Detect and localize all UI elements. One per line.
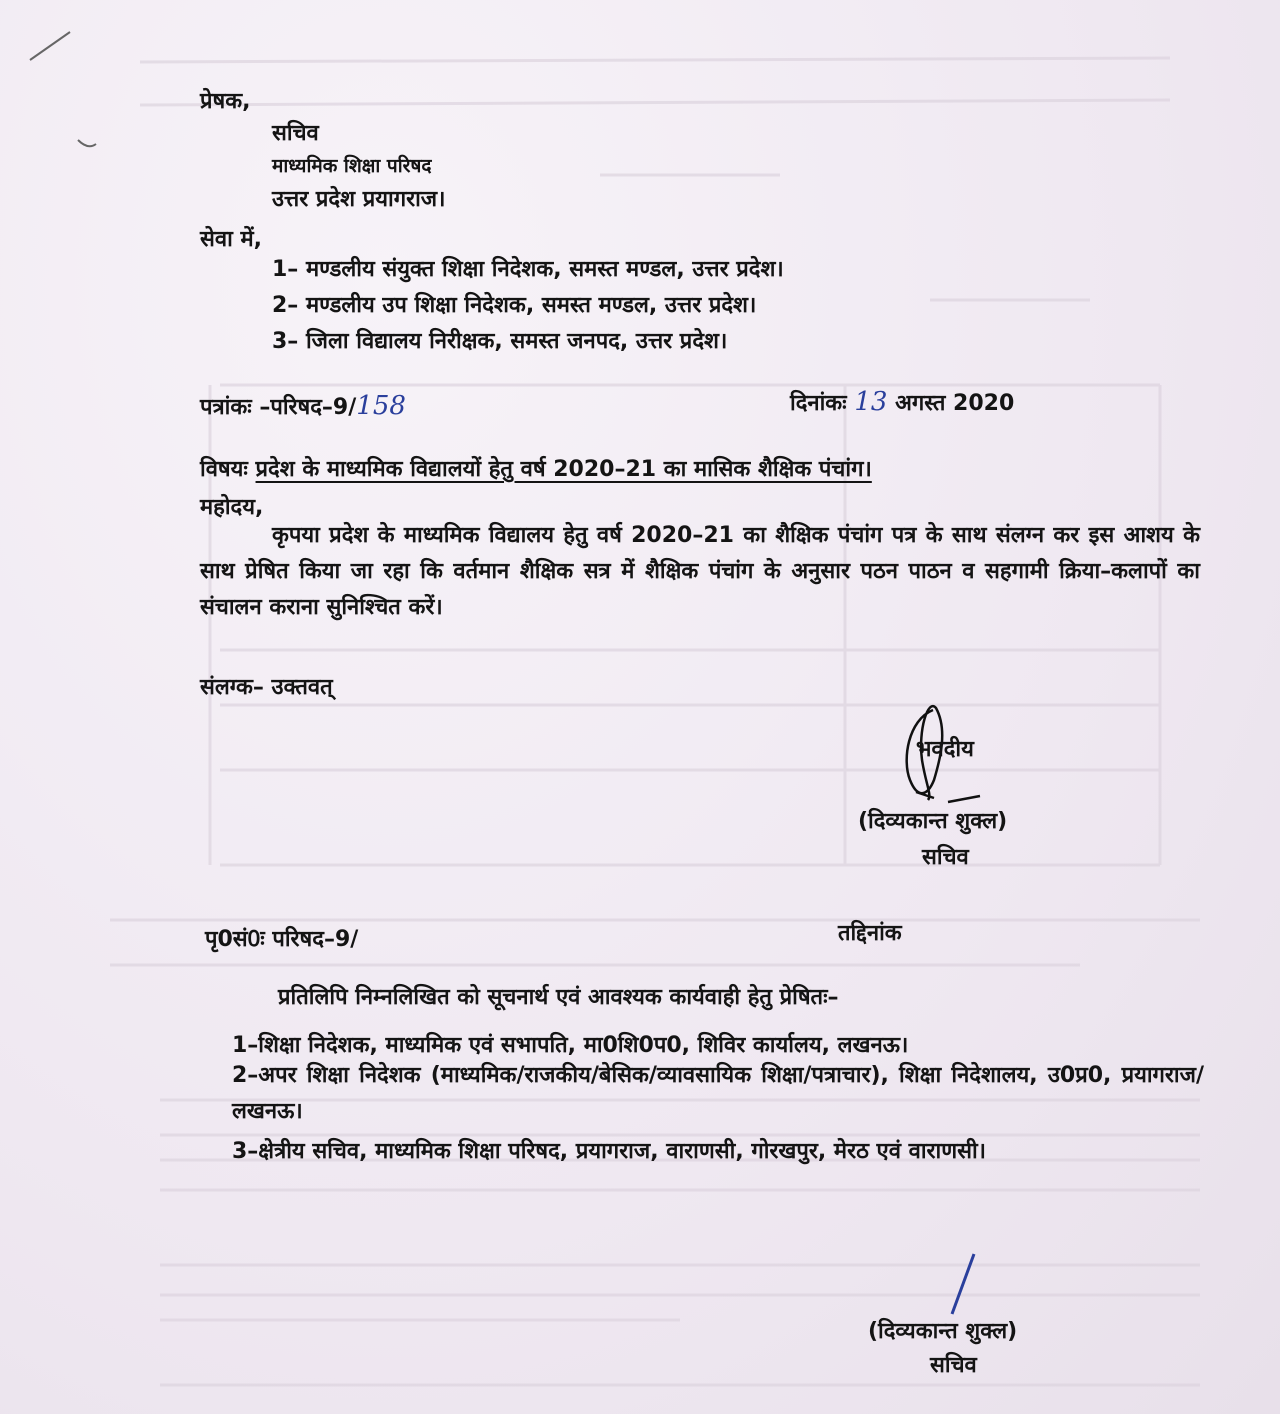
enclosure: संलग्क– उक्तवत् — [200, 675, 333, 700]
reference-line — [200, 392, 406, 422]
subject-text: प्रदेश के माध्यमिक विद्यालयों हेतु वर्ष 2020–21 का मासिक शैक्षिक पंचांग। — [255, 457, 872, 482]
recipient-1: 1– मण्डलीय संयुक्त शिक्षा निदेशक, समस्त मण्डल, उत्तर प्रदेश। — [272, 257, 784, 282]
sender-office: माध्यमिक शिक्षा परिषद — [272, 155, 432, 177]
copy-date: तद्दिनांक — [838, 921, 902, 946]
copy-item-3: 3–क्षेत्रीय सचिव, माध्यमिक शिक्षा परिषद, प्रयागराज, वाराणसी, गोरखपुर, मेरठ एवं वाराणसी। — [232, 1139, 987, 1164]
date-line — [790, 388, 1014, 418]
date-day-handwritten: 13 — [854, 387, 888, 417]
signatory-designation: सचिव — [922, 845, 969, 870]
subject-line — [200, 456, 872, 484]
recipient-2: 2– मण्डलीय उप शिक्षा निदेशक, समस्त मण्डल, उत्तर प्रदेश। — [272, 293, 757, 318]
copy-intro: प्रतिलिपि निम्नलिखित को सूचनार्थ एवं आवश्यक कार्यवाही हेतु प्रेषितः– — [278, 985, 839, 1010]
sender-heading: प्रेषक, — [200, 89, 251, 114]
body-paragraph: कृपया प्रदेश के माध्यमिक विद्यालय हेतु वर्ष 2020–21 का शैक्षिक पंचांग पत्र के साथ संलग्न कर इस आशय के साथ प्रेषित किया जा रहा कि वर्तमान शैक्षिक सत्र में शैक्षिक पंचांग के अनुसार पठन पाठन व सहगामी क्रिया–कलापों का संचालन कराना सुनिश्चित करें। — [200, 523, 1200, 620]
copy-item-1: 1–शिक्षा निदेशक, माध्यमिक एवं सभापति, मा0शि0प0, शिविर कार्यालय, लखनऊ। — [232, 1033, 909, 1058]
closing-text: भवदीय — [916, 737, 974, 762]
signatory-name: (दिव्यकान्त शुक्ल) — [858, 809, 1008, 834]
subject-label: विषयः — [200, 457, 248, 482]
date-rest: अगस्त 2020 — [895, 391, 1015, 416]
reference-number-handwritten: 158 — [356, 391, 406, 421]
salutation: महोदय, — [200, 495, 264, 520]
initial-stroke — [944, 1250, 984, 1320]
sender-place: उत्तर प्रदेश प्रयागराज। — [272, 187, 446, 212]
sender-designation: सचिव — [272, 121, 319, 146]
recipient-3: 3– जिला विद्यालय निरीक्षक, समस्त जनपद, उत्तर प्रदेश। — [272, 329, 728, 354]
to-heading: सेवा में, — [200, 227, 262, 252]
date-label: दिनांकः — [790, 391, 847, 416]
copy-reference: पृ0सं0ः परिषद–9/ — [205, 927, 359, 952]
signatory-2-name: (दिव्यकान्त शुक्ल) — [868, 1319, 1018, 1344]
reference-label: पत्रांकः –परिषद–9/ — [200, 395, 357, 420]
signatory-2-designation: सचिव — [930, 1353, 977, 1378]
copy-item-2: 2–अपर शिक्षा निदेशक (माध्यमिक/राजकीय/बेसिक/व्यावसायिक शिक्षा/पत्राचार), शिक्षा निदेशालय, उ0प्र0, प्रयागराज/लखनऊ। — [232, 1063, 1204, 1124]
